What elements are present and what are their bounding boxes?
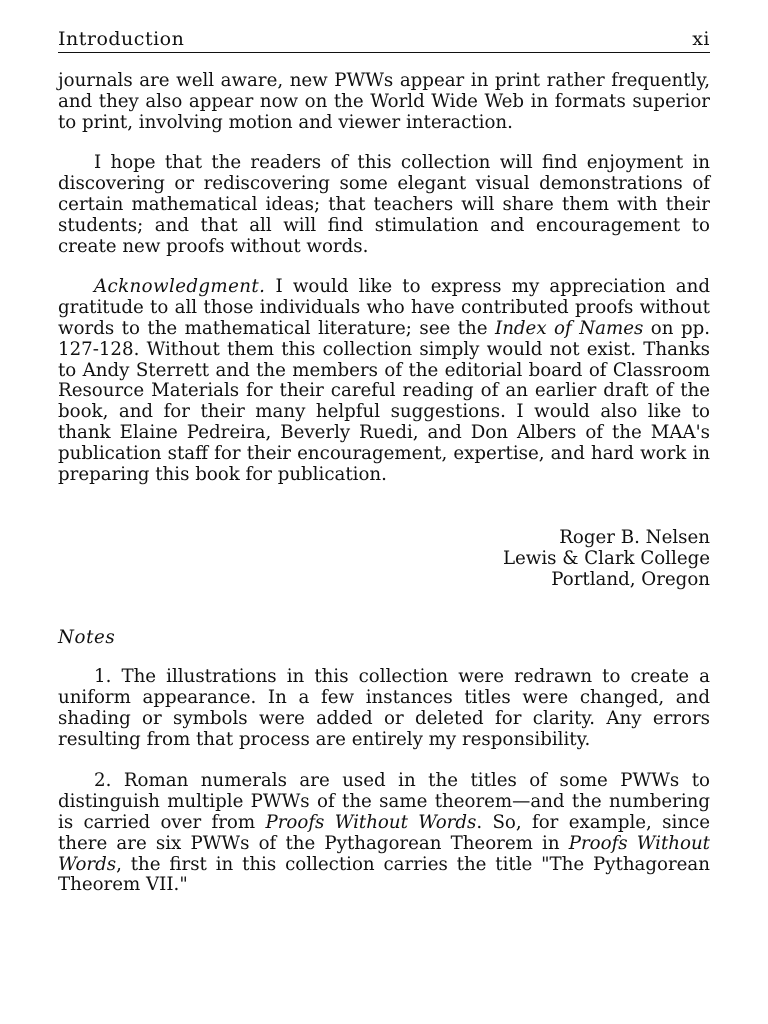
paragraph-1: journals are well aware, new PWWs appear in print rather frequently, and they also appear now on the World Wide Web in formats superior to print, involving motion and viewer interaction. — [58, 70, 710, 133]
note-2-text-b: . So, for example, since there are six PWWs of the Pythagorean Theorem in — [58, 811, 710, 854]
note-2 — [58, 771, 710, 896]
note-1: 1. The illustrations in this collection were redrawn to create a uniform appearance. In a few instances titles were changed, and shading or symbols were added or deleted for clarity. Any errors resulting from that process are entirely my responsibility. — [58, 666, 710, 750]
acknowledgment-text-a: I would like to express my appreciation and gratitude to all those individuals who have contributed proofs without words to the mathematical literature; see the — [58, 276, 710, 339]
author-name: Roger B. Nelsen — [559, 527, 710, 549]
book-title-ref-2: Proofs Without Words — [58, 832, 710, 875]
note-2-text-a: 2. Roman numerals are used in the titles of some PWWs to distinguish multiple PWWs of the same theorem—and the numbering is carried over from — [58, 770, 710, 833]
book-title-ref-1: Proofs Without Words — [265, 811, 477, 833]
author-location: Portland, Oregon — [551, 569, 710, 591]
page-number: xi — [692, 28, 710, 50]
signature-block — [58, 527, 710, 590]
author-institution: Lewis & Clark College — [502, 548, 710, 570]
acknowledgment-label: Acknowledgment. — [94, 276, 266, 298]
notes-heading: Notes — [58, 627, 116, 649]
acknowledgment-paragraph — [58, 277, 710, 485]
running-header — [58, 28, 710, 53]
acknowledgment-text-b: on pp. 127-128. Without them this collection simply would not exist. Thanks to Andy Sterrett and the members of the editorial board of Classroom Resource Materials for their careful reading of an earlier draft of the book, and for their many helpful suggestions. I would also like to thank Elaine Pedreira, Beverly Ruedi, and Don Albers of the MAA's publication staff for their encouragement, expertise, and hard work in preparing this book for publication. — [58, 317, 711, 485]
book-page — [58, 28, 710, 896]
paragraph-2: I hope that the readers of this collection will find enjoyment in discovering or rediscovering some elegant visual demonstrations of certain mathematical ideas; that teachers will share them with their students; and that all will find stimulation and encouragement to create new proofs without words. — [58, 152, 710, 257]
chapter-title: Introduction — [58, 28, 185, 50]
body-text — [58, 71, 710, 896]
note-2-text-c: , the first in this collection carries the title "The Pythagorean Theorem VII." — [58, 853, 710, 896]
index-of-names-ref: Index of Names — [495, 317, 644, 339]
